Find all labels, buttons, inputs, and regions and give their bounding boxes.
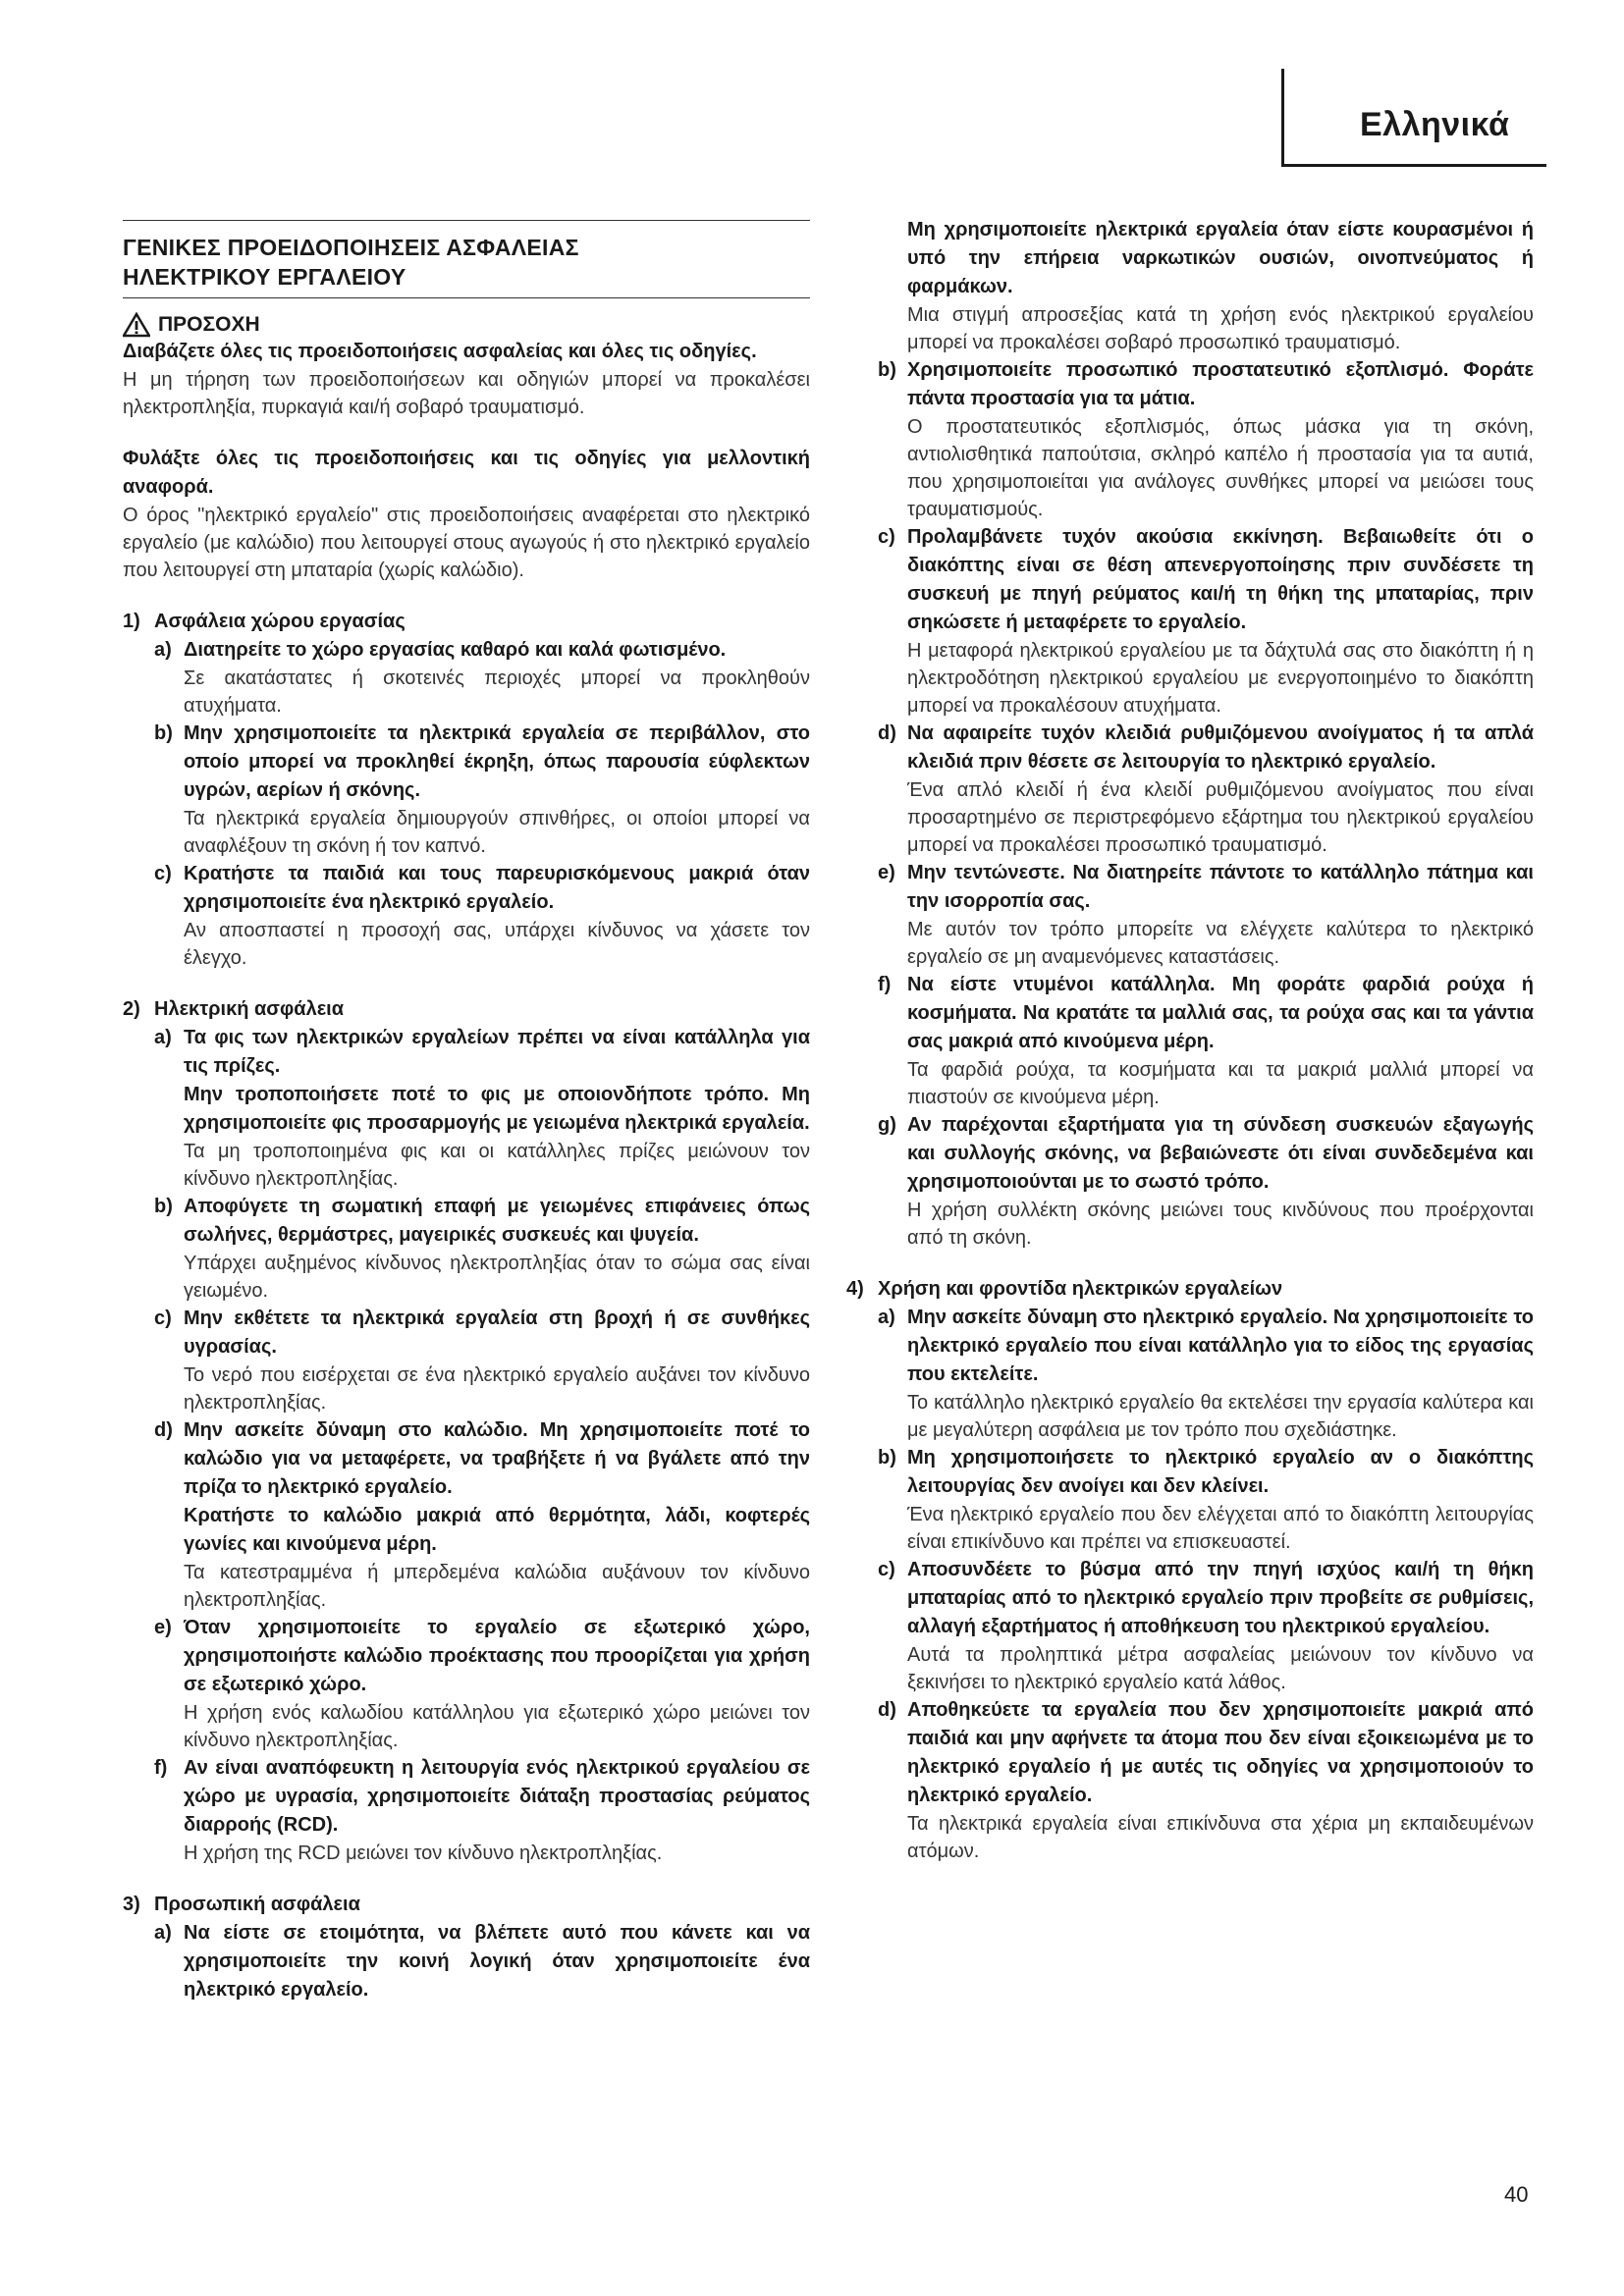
section-title [123, 220, 810, 298]
s2-e-text: Η χρήση ενός καλωδίου κατάλληλου για εξωτερικό χώρο μειώνει τον κίνδυνο ηλεκτροπληξίας. [184, 1702, 810, 1751]
s2-b-bold: Αποφύγετε τη σωματική επαφή με γειωμένες επιφάνειες όπως σωλήνες, θερμάστρες, μαγειρικές συσκευές και ψυγεία. [184, 1196, 810, 1246]
s3-a-label: a) [154, 1922, 172, 1944]
s2-item-c [123, 1305, 810, 1416]
caution-heading [123, 312, 810, 338]
s3-item-d [846, 720, 1534, 859]
right-column [846, 216, 1534, 1865]
s2-f-label: f) [154, 1757, 168, 1779]
s1-b-bold: Μην χρησιμοποιείτε τα ηλεκτρικά εργαλεία σε περιβάλλον, στο οποίο μπορεί να προκληθεί έκρηξη, όπως παρουσία εύφλεκτων υγρών, αερίων ή σκόνης. [184, 722, 810, 801]
warning-triangle-icon [123, 312, 150, 338]
s1-item-b [123, 720, 810, 860]
caution-label: ΠΡΟΣΟΧΗ [158, 313, 260, 336]
header-rule-vertical [1281, 69, 1284, 167]
s2-f-bold: Αν είναι αναπόφευκτη η λειτουργία ενός ηλεκτρικού εργαλείου σε χώρο με υγρασία, χρησιμοποιείτε διάταξη προστασίας ρεύματος διαρροής (RCD). [184, 1757, 810, 1836]
s3-e-label: e) [878, 862, 895, 883]
s2-d-bold2: Κρατήστε το καλώδιο μακριά από θερμότητα, λάδι, κοφτερές γωνίες και κινούμενα μέρη. [184, 1505, 810, 1555]
section-1-heading [123, 608, 810, 636]
s4-a-label: a) [878, 1307, 895, 1328]
s2-d-label: d) [154, 1419, 173, 1441]
s2-c-text: Το νερό που εισέρχεται σε ένα ηλεκτρικό εργαλείο αυξάνει τον κίνδυνο ηλεκτροπληξίας. [184, 1364, 810, 1414]
s1-item-a [123, 636, 810, 720]
left-column [123, 206, 810, 2004]
s1-a-label: a) [154, 639, 172, 661]
s4-b-bold: Μη χρησιμοποιήσετε το ηλεκτρικό εργαλείο αν ο διακόπτης λειτουργίας δεν ανοίγει και δεν κλείνει. [907, 1447, 1534, 1497]
title-line-1: ΓΕΝΙΚΕΣ ΠΡΟΕΙΔΟΠΟΙΗΣΕΙΣ ΑΣΦΑΛΕΙΑΣ [123, 235, 579, 260]
section-3-number: 3) [123, 1894, 140, 1915]
section-2-number: 2) [123, 998, 140, 1020]
s2-d-text: Τα κατεστραμμένα ή μπερδεμένα καλώδια αυξάνουν τον κίνδυνο ηλεκτροπληξίας. [184, 1562, 810, 1611]
s4-item-b [846, 1444, 1534, 1556]
s2-item-b [123, 1193, 810, 1305]
s4-item-c [846, 1556, 1534, 1696]
s3-e-bold: Μην τεντώνεστε. Να διατηρείτε πάντοτε το κατάλληλο πάτημα και την ισορροπία σας. [907, 862, 1534, 912]
section-4-number: 4) [846, 1278, 864, 1300]
header-rule-horizontal [1281, 164, 1546, 167]
s1-c-bold: Κρατήστε τα παιδιά και τους παρευρισκόμενους μακριά όταν χρησιμοποιείτε ένα ηλεκτρικό εργαλείο. [184, 863, 810, 913]
s3-item-g [846, 1111, 1534, 1252]
s3-item-c [846, 523, 1534, 720]
section-1-title: Ασφάλεια χώρου εργασίας [154, 611, 406, 632]
s3-g-label: g) [878, 1114, 896, 1136]
page-number: 40 [1504, 2182, 1529, 2207]
s2-a-bold2: Μην τροποποιήσετε ποτέ το φις με οποιονδήποτε τρόπο. Μη χρησιμοποιείτε φις προσαρμογής με γειωμένα ηλεκτρικά εργαλεία. [184, 1084, 810, 1134]
s2-item-a [123, 1024, 810, 1193]
s3-item-f [846, 971, 1534, 1111]
language-label: Ελληνικά [1360, 106, 1510, 143]
s3-c-text: Η μεταφορά ηλεκτρικού εργαλείου με τα δάχτυλά σας στο διακόπτη ή η ηλεκτροδότηση ηλεκτρικού εργαλείου με ενεργοποιημένο το διακόπτη μπορεί να προκαλέσουν ατυχήματα. [907, 640, 1534, 717]
s4-d-bold: Αποθηκεύετε τα εργαλεία που δεν χρησιμοποιείτε μακριά από παιδιά και μην αφήνετε τα άτομα που δεν είναι εξοικειωμένα με το ηλεκτρικό εργαλείο ή με αυτές τις οδηγίες να χρησιμοποιούν το ηλεκτρικό εργαλείο. [907, 1699, 1534, 1806]
section-4-title: Χρήση και φροντίδα ηλεκτρικών εργαλείων [878, 1278, 1283, 1300]
s3-item-e [846, 859, 1534, 971]
s2-c-bold: Μην εκθέτετε τα ηλεκτρικά εργαλεία στη βροχή ή σε συνθήκες υγρασίας. [184, 1308, 810, 1358]
title-line-2: ΗΛΕΚΤΡΙΚΟΥ ΕΡΓΑΛΕΙΟΥ [123, 264, 406, 290]
section-2-title: Ηλεκτρική ασφάλεια [154, 998, 345, 1020]
s3-b-bold: Χρησιμοποιείτε προσωπικό προστατευτικό εξοπλισμό. Φοράτε πάντα προστασία για τα μάτια. [907, 359, 1534, 409]
s4-d-label: d) [878, 1699, 896, 1721]
s4-b-text: Ένα ηλεκτρικό εργαλείο που δεν ελέγχεται από το διακόπτη λειτουργίας είναι επικίνδυνο και πρέπει να επισκευαστεί. [907, 1504, 1534, 1553]
s4-a-bold: Μην ασκείτε δύναμη στο ηλεκτρικό εργαλείο. Να χρησιμοποιείτε το ηλεκτρικό εργαλείο που είναι κατάλληλο για το είδος της εργασίας που εκτελείτε. [907, 1307, 1534, 1385]
s4-item-d [846, 1696, 1534, 1865]
section-3-title: Προσωπική ασφάλεια [154, 1894, 360, 1915]
s2-c-label: c) [154, 1308, 172, 1329]
keep-text: Ο όρος "ηλεκτρικό εργαλείο" στις προειδοποιήσεις αναφέρεται στο ηλεκτρικό εργαλείο (με καλώδιο) που λειτουργεί στους αγωγούς ή στο ηλεκτρικό εργαλείο που λειτουργεί στη μπαταρία (χωρίς καλώδιο). [123, 505, 810, 581]
s3-item-a-cont [846, 216, 1534, 356]
s2-e-label: e) [154, 1617, 172, 1638]
s2-e-bold: Όταν χρησιμοποιείτε το εργαλείο σε εξωτερικό χώρο, χρησιμοποιήστε καλώδιο προέκτασης που προορίζεται για χρήση σε εξωτερικό χώρο. [184, 1617, 810, 1695]
s3-b-text: Ο προστατευτικός εξοπλισμός, όπως μάσκα για τη σκόνη, αντιολισθητικά παπούτσια, σκληρό καπέλο ή προστασία για τα αυτιά, που χρησιμοποιείται για ανάλογες συνθήκες μπορεί να μειώσει τους τραυματισμούς. [907, 416, 1534, 520]
s4-b-label: b) [878, 1447, 896, 1468]
s3-f-bold: Να είστε ντυμένοι κατάλληλα. Μη φοράτε φαρδιά ρούχα ή κοσμήματα. Να κρατάτε τα μαλλιά σας, τα ρούχα σας και τα γάντια σας μακριά από κινούμενα μέρη. [907, 974, 1534, 1052]
s2-item-e [123, 1614, 810, 1754]
s3-d-label: d) [878, 722, 896, 744]
s3-g-bold: Αν παρέχονται εξαρτήματα για τη σύνδεση συσκευών εξαγωγής και συλλογής σκόνης, να βεβαιώνεστε ότι είναι συνδεδεμένα και χρησιμοποιούνται με το σωστό τρόπο. [907, 1114, 1534, 1193]
s1-item-c [123, 860, 810, 972]
s2-item-d [123, 1416, 810, 1614]
s3-d-bold: Να αφαιρείτε τυχόν κλειδιά ρυθμιζόμενου ανοίγματος ή τα απλά κλειδιά πριν θέσετε σε λειτουργία το ηλεκτρικό εργαλείο. [907, 722, 1534, 773]
s1-c-label: c) [154, 863, 172, 884]
s4-a-text: Το κατάλληλο ηλεκτρικό εργαλείο θα εκτελέσει την εργασία καλύτερα και με μεγαλύτερη ασφάλεια με τον τρόπο που σχεδιάστηκε. [907, 1392, 1534, 1441]
s2-item-f [123, 1754, 810, 1867]
s4-c-text: Αυτά τα προληπτικά μέτρα ασφαλείας μειώνουν τον κίνδυνο να ξεκινήσει το ηλεκτρικό εργαλείο κατά λάθος. [907, 1644, 1534, 1693]
s3-c-label: c) [878, 526, 895, 548]
s1-c-text: Αν αποσπαστεί η προσοχή σας, υπάρχει κίνδυνος να χάσετε τον έλεγχο. [184, 920, 810, 969]
s2-d-bold: Μην ασκείτε δύναμη στο καλώδιο. Μη χρησιμοποιείτε ποτέ το καλώδιο για να μεταφέρετε, να τραβήξετε ή να βγάλετε από την πρίζα το ηλεκτρικό εργαλείο. [184, 1419, 810, 1498]
s3-item-b [846, 356, 1534, 523]
section-2-heading [123, 995, 810, 1024]
s2-f-text: Η χρήση της RCD μειώνει τον κίνδυνο ηλεκτροπληξίας. [184, 1842, 663, 1864]
s1-a-bold: Διατηρείτε το χώρο εργασίας καθαρό και καλά φωτισμένο. [184, 639, 727, 661]
s3-a-bold2: Μη χρησιμοποιείτε ηλεκτρικά εργαλεία όταν είστε κουρασμένοι ή υπό την επήρεια ναρκωτικών ουσιών, οινοπνεύματος ή φαρμάκων. [907, 219, 1534, 297]
s1-a-text: Σε ακατάστατες ή σκοτεινές περιοχές μπορεί να προκληθούν ατυχήματα. [184, 667, 810, 717]
s3-a-text: Μια στιγμή απροσεξίας κατά τη χρήση ενός ηλεκτρικού εργαλείου μπορεί να προκαλέσει σοβαρό προσωπικό τραυματισμό. [907, 304, 1534, 353]
section-3-heading [123, 1891, 810, 1919]
section-4-heading [846, 1275, 1534, 1304]
caution-bold: Διαβάζετε όλες τις προειδοποιήσεις ασφαλείας και όλες τις οδηγίες. [123, 341, 757, 362]
s2-a-label: a) [154, 1027, 172, 1048]
s2-a-bold: Τα φις των ηλεκτρικών εργαλείων πρέπει να είναι κατάλληλα για τις πρίζες. [184, 1027, 810, 1077]
s3-item-a-start [123, 1919, 810, 2004]
s3-d-text: Ένα απλό κλειδί ή ένα κλειδί ρυθμιζόμενου ανοίγματος που είναι προσαρτημένο σε περιστρεφόμενο εξάρτημα του ηλεκτρικού εργαλείου μπορεί να προκαλέσει προσωπικό τραυματισμό. [907, 779, 1534, 856]
s2-b-text: Υπάρχει αυξημένος κίνδυνος ηλεκτροπληξίας όταν το σώμα σας είναι γειωμένο. [184, 1253, 810, 1302]
caution-text: Η μη τήρηση των προειδοποιήσεων και οδηγιών μπορεί να προκαλέσει ηλεκτροπληξία, πυρκαγιά και/ή σοβαρό τραυματισμό. [123, 369, 810, 418]
s3-b-label: b) [878, 359, 896, 381]
s3-f-text: Τα φαρδιά ρούχα, τα κοσμήματα και τα μακριά μαλλιά μπορεί να πιαστούν σε κινούμενα μέρη. [907, 1059, 1534, 1108]
s4-c-bold: Αποσυνδέετε το βύσμα από την πηγή ισχύος και/ή τη θήκη μπαταρίας από το ηλεκτρικό εργαλείο πριν προβείτε σε ρυθμίσεις, αλλαγή εξαρτήματος ή αποθήκευση του ηλεκτρικού εργαλείου. [907, 1559, 1534, 1637]
s2-a-text: Τα μη τροποποιημένα φις και οι κατάλληλες πρίζες μειώνουν τον κίνδυνο ηλεκτροπληξίας. [184, 1141, 810, 1190]
s3-a-bold: Να είστε σε ετοιμότητα, να βλέπετε αυτό που κάνετε και να χρησιμοποιείτε την κοινή λογική όταν χρησιμοποιείτε ένα ηλεκτρικό εργαλείο. [184, 1922, 810, 2001]
s4-d-text: Τα ηλεκτρικά εργαλεία είναι επικίνδυνα στα χέρια μη εκπαιδευμένων ατόμων. [907, 1813, 1534, 1862]
s3-g-text: Η χρήση συλλέκτη σκόνης μειώνει τους κινδύνους που προέρχονται από τη σκόνη. [907, 1200, 1534, 1249]
s1-b-text: Τα ηλεκτρικά εργαλεία δημιουργούν σπινθήρες, οι οποίοι μπορεί να αναφλέξουν τη σκόνη ή τον καπνό. [184, 808, 810, 857]
s3-f-label: f) [878, 974, 892, 995]
keep-bold: Φυλάξτε όλες τις προειδοποιήσεις και τις οδηγίες για μελλοντική αναφορά. [123, 448, 810, 498]
s3-e-text: Με αυτόν τον τρόπο μπορείτε να ελέγχετε καλύτερα το ηλεκτρικό εργαλείο σε μη αναμενόμενες καταστάσεις. [907, 919, 1534, 968]
section-1-number: 1) [123, 611, 140, 632]
s4-item-a [846, 1304, 1534, 1444]
s3-c-bold: Προλαμβάνετε τυχόν ακούσια εκκίνηση. Βεβαιωθείτε ότι ο διακόπτης είναι σε θέση απενεργοποίησης πριν συνδέσετε τη συσκευή με πηγή ρεύματος και/ή τη θήκη της μπαταρίας, πριν σηκώσετε ή μεταφέρετε το εργαλείο. [907, 526, 1534, 633]
s1-b-label: b) [154, 722, 173, 744]
s4-c-label: c) [878, 1559, 895, 1580]
s2-b-label: b) [154, 1196, 173, 1217]
